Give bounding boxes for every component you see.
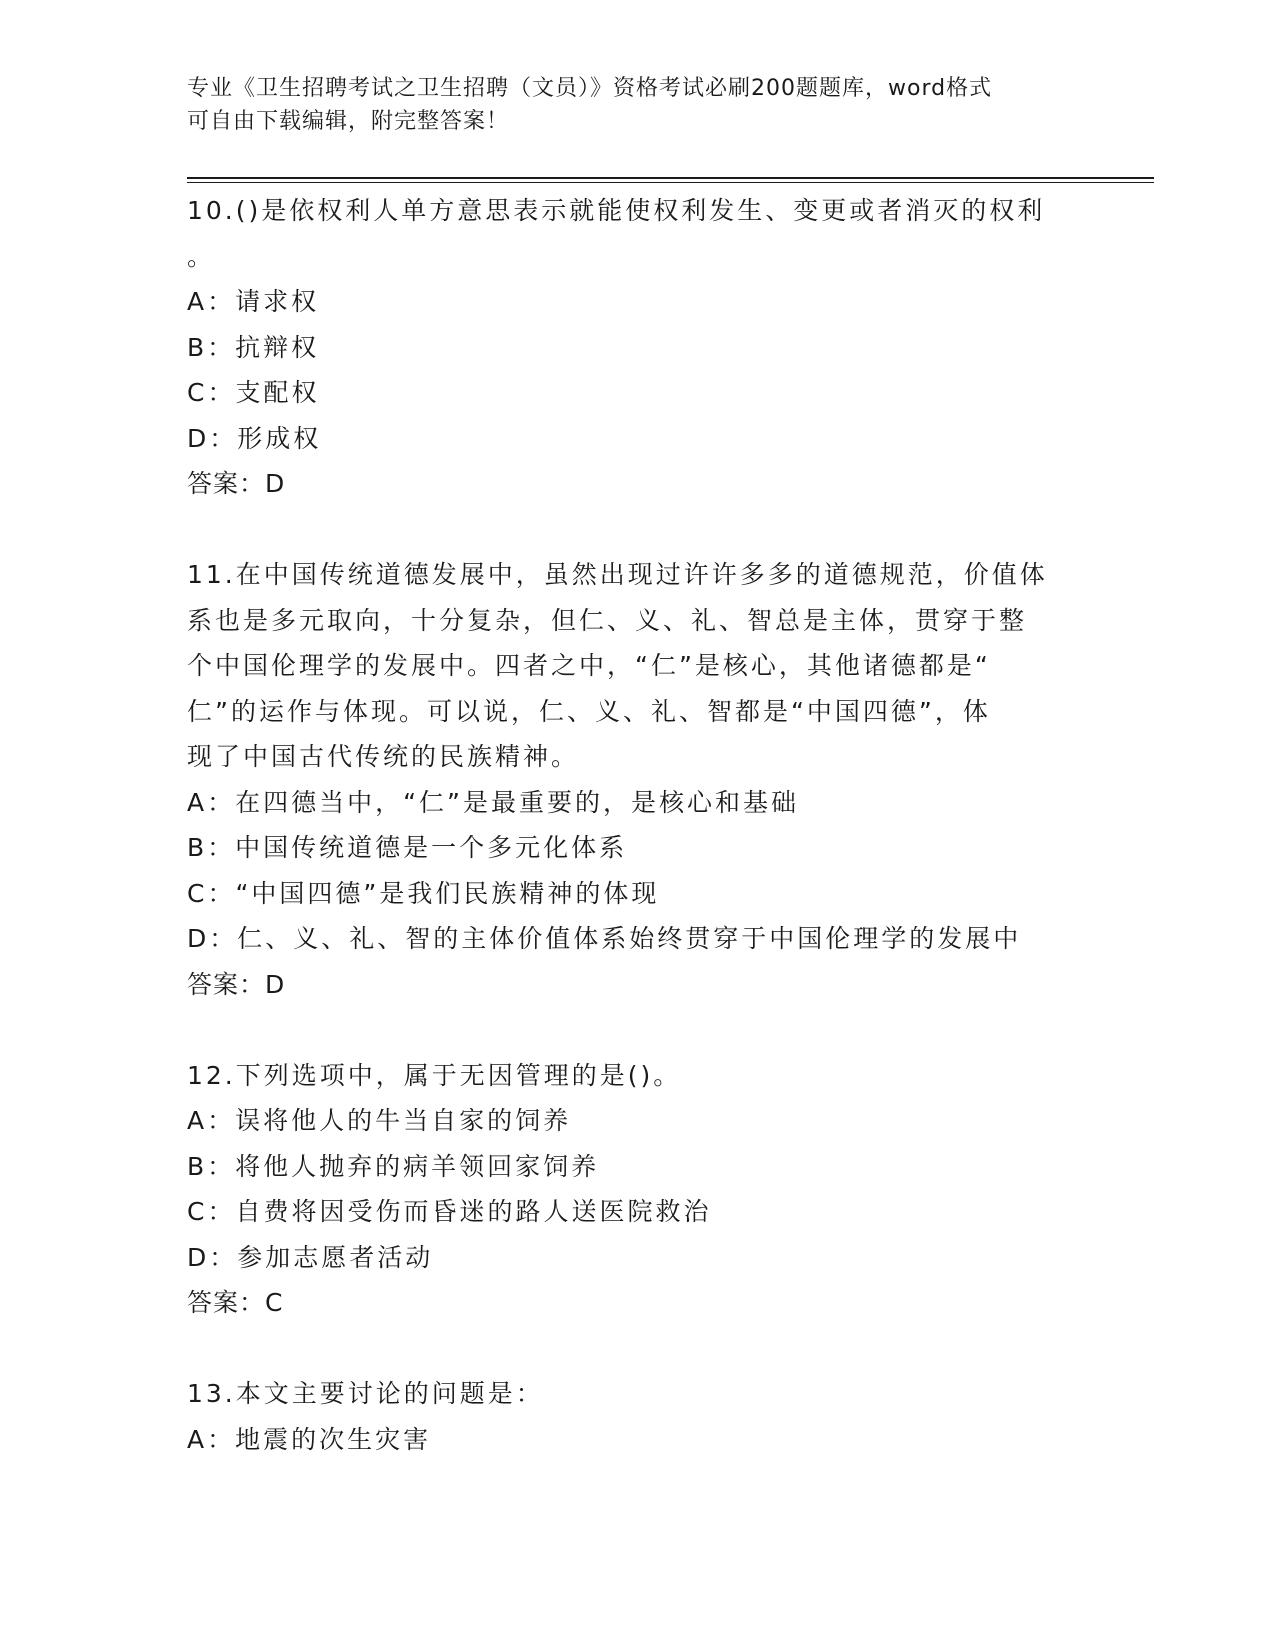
question-stem-line: 13.本文主要讨论的问题是： <box>187 1379 544 1408</box>
option-b: B：将他人抛弃的病羊领回家饲养 <box>187 1151 600 1181</box>
option-d: D：仁、义、礼、智的主体价值体系始终贯穿于中国伦理学的发展中 <box>187 924 1022 953</box>
answer-line: 答案：C <box>187 1288 284 1317</box>
question-stem-line: 12.下列选项中，属于无因管理的是()。 <box>187 1060 682 1090</box>
option-b: B：抗辩权 <box>187 332 320 362</box>
question-10 <box>187 188 1087 507</box>
answer-line: 答案：D <box>187 469 286 498</box>
question-stem-line: 现了中国古代传统的民族精神。 <box>187 742 580 771</box>
answer-line: 答案：D <box>187 969 286 999</box>
question-stem-line: 系也是多元取向，十分复杂，但仁、义、礼、智总是主体，贯穿于整 <box>187 605 1028 635</box>
question-stem-line: 10.()是依权利人单方意思表示就能使权利发生、变更或者消灭的权利 <box>187 196 1046 225</box>
question-stem-line: 仁”的运作与体现。可以说，仁、义、礼、智都是“中国四德”，体 <box>187 696 991 726</box>
question-12 <box>187 1053 1087 1326</box>
header-line-2: 可自由下载编辑，附完整答案！ <box>187 109 510 134</box>
option-a: A：地震的次生灾害 <box>187 1424 432 1454</box>
question-13 <box>187 1371 1087 1462</box>
option-a: A：误将他人的牛当自家的饲养 <box>187 1106 572 1135</box>
option-b: B：中国传统道德是一个多元化体系 <box>187 833 628 862</box>
document-header <box>187 72 1087 138</box>
question-stem-line: 。 <box>187 241 216 271</box>
spacer <box>187 1007 1087 1053</box>
question-stem-line: 11.在中国传统道德发展中，虽然出现过许许多多的道德规范，价值体 <box>187 560 1048 589</box>
question-stem-line: 个中国伦理学的发展中。四者之中，“仁”是核心，其他诸德都是“ <box>187 651 991 680</box>
header-divider-thick <box>187 177 1154 179</box>
option-d: D：形成权 <box>187 423 322 453</box>
option-a: A：请求权 <box>187 287 320 316</box>
option-c: C：“中国四德”是我们民族精神的体现 <box>187 878 660 908</box>
spacer <box>187 1326 1087 1372</box>
option-a: A：在四德当中，“仁”是最重要的，是核心和基础 <box>187 787 800 817</box>
question-list <box>187 188 1087 1462</box>
option-d: D：参加志愿者活动 <box>187 1242 434 1272</box>
option-c: C：自费将因受伤而昏迷的路人送医院救治 <box>187 1197 712 1226</box>
header-divider-thin <box>187 182 1154 183</box>
question-11 <box>187 552 1087 1007</box>
option-c: C：支配权 <box>187 378 320 407</box>
spacer <box>187 507 1087 553</box>
header-line-1: 专业《卫生招聘考试之卫生招聘（文员）》资格考试必刷200题题库，word格式 <box>187 76 993 101</box>
